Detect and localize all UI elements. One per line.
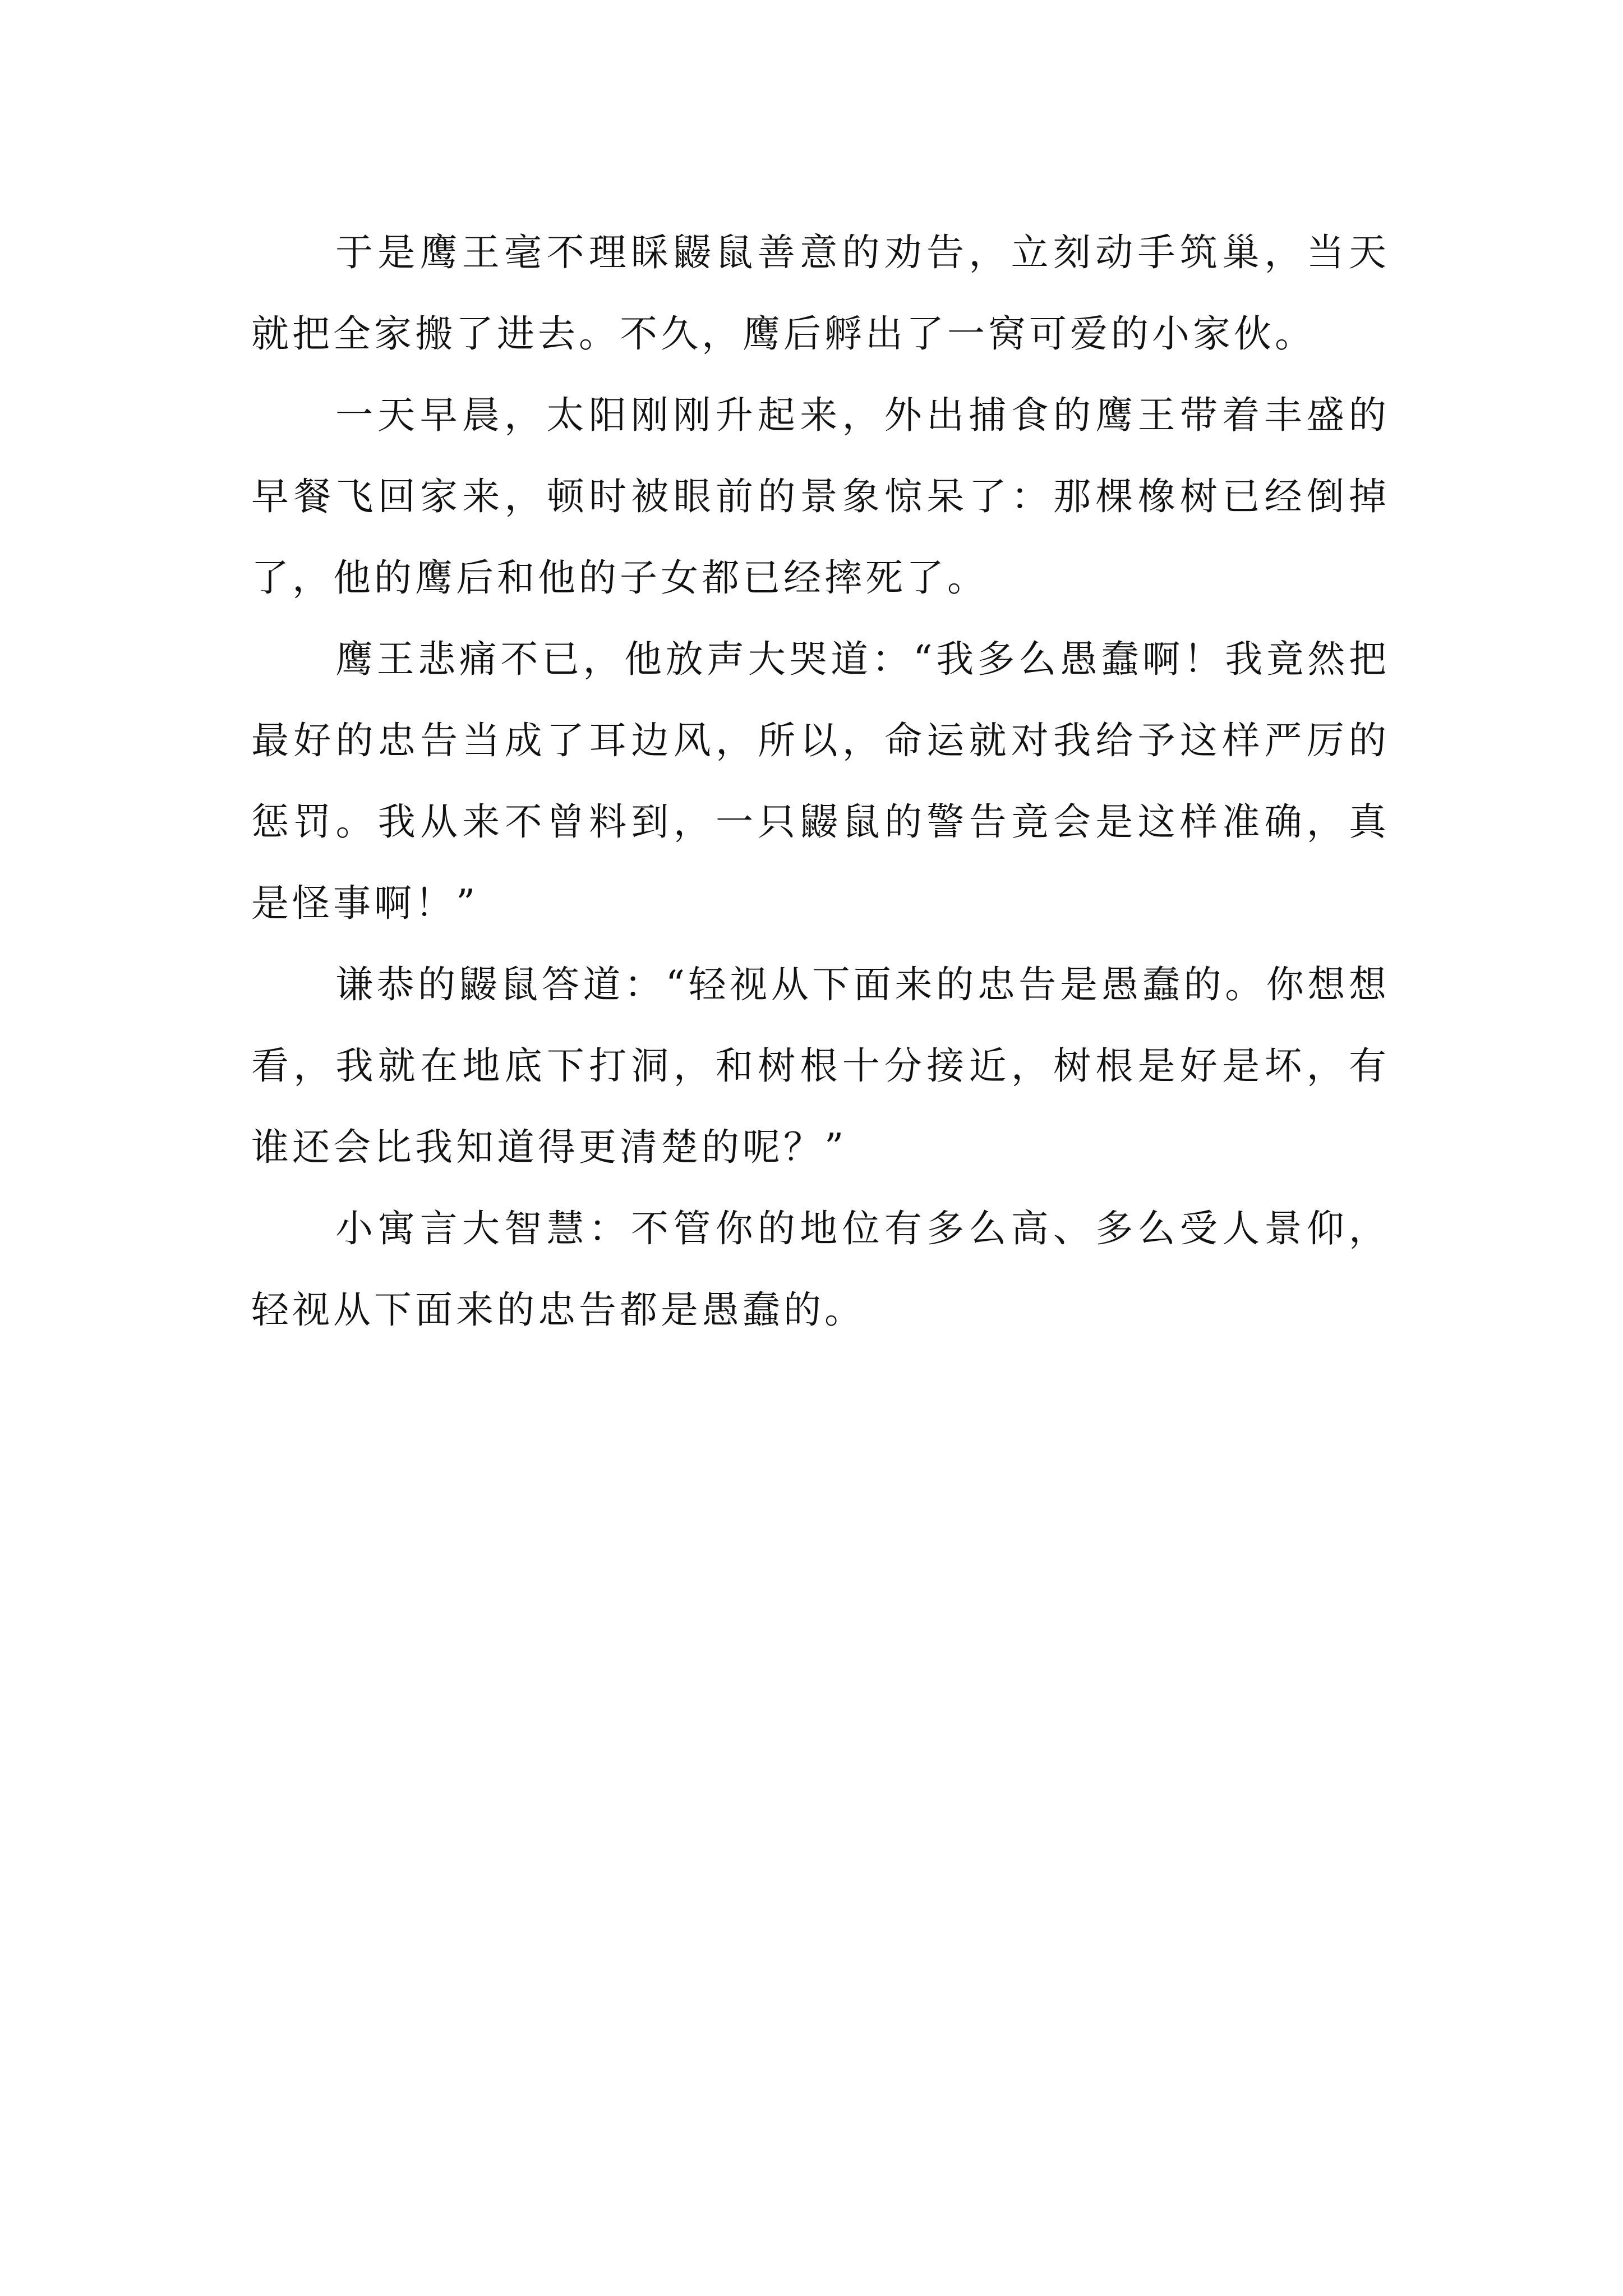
paragraph-2: 一天早晨，太阳刚刚升起来，外出捕食的鹰王带着丰盛的早餐飞回家来，顿时被眼前的景象惊呆了：那棵橡树已经倒掉了，他的鹰后和他的子女都已经摔死了。 [251, 393, 1390, 600]
paragraph-5: 小寓言大智慧：不管你的地位有多么高、多么受人景仰，轻视从下面来的忠告都是愚蠢的。 [251, 1207, 1390, 1332]
document-body [251, 212, 1390, 1351]
paragraph-1: 于是鹰王毫不理睬鼹鼠善意的劝告，立刻动手筑巢，当天就把全家搬了进去。不久，鹰后孵出了一窝可爱的小家伙。 [251, 231, 1390, 356]
paragraph-3: 鹰王悲痛不已，他放声大哭道：“我多么愚蠢啊！我竟然把最好的忠告当成了耳边风，所以，命运就对我给予这样严厉的惩罚。我从来不曾料到，一只鼹鼠的警告竟会是这样准确，真是怪事啊！” [251, 637, 1390, 925]
paragraph-4: 谦恭的鼹鼠答道：“轻视从下面来的忠告是愚蠢的。你想想看，我就在地底下打洞，和树根十分接近，树根是好是坏，有谁还会比我知道得更清楚的呢？” [251, 963, 1390, 1169]
